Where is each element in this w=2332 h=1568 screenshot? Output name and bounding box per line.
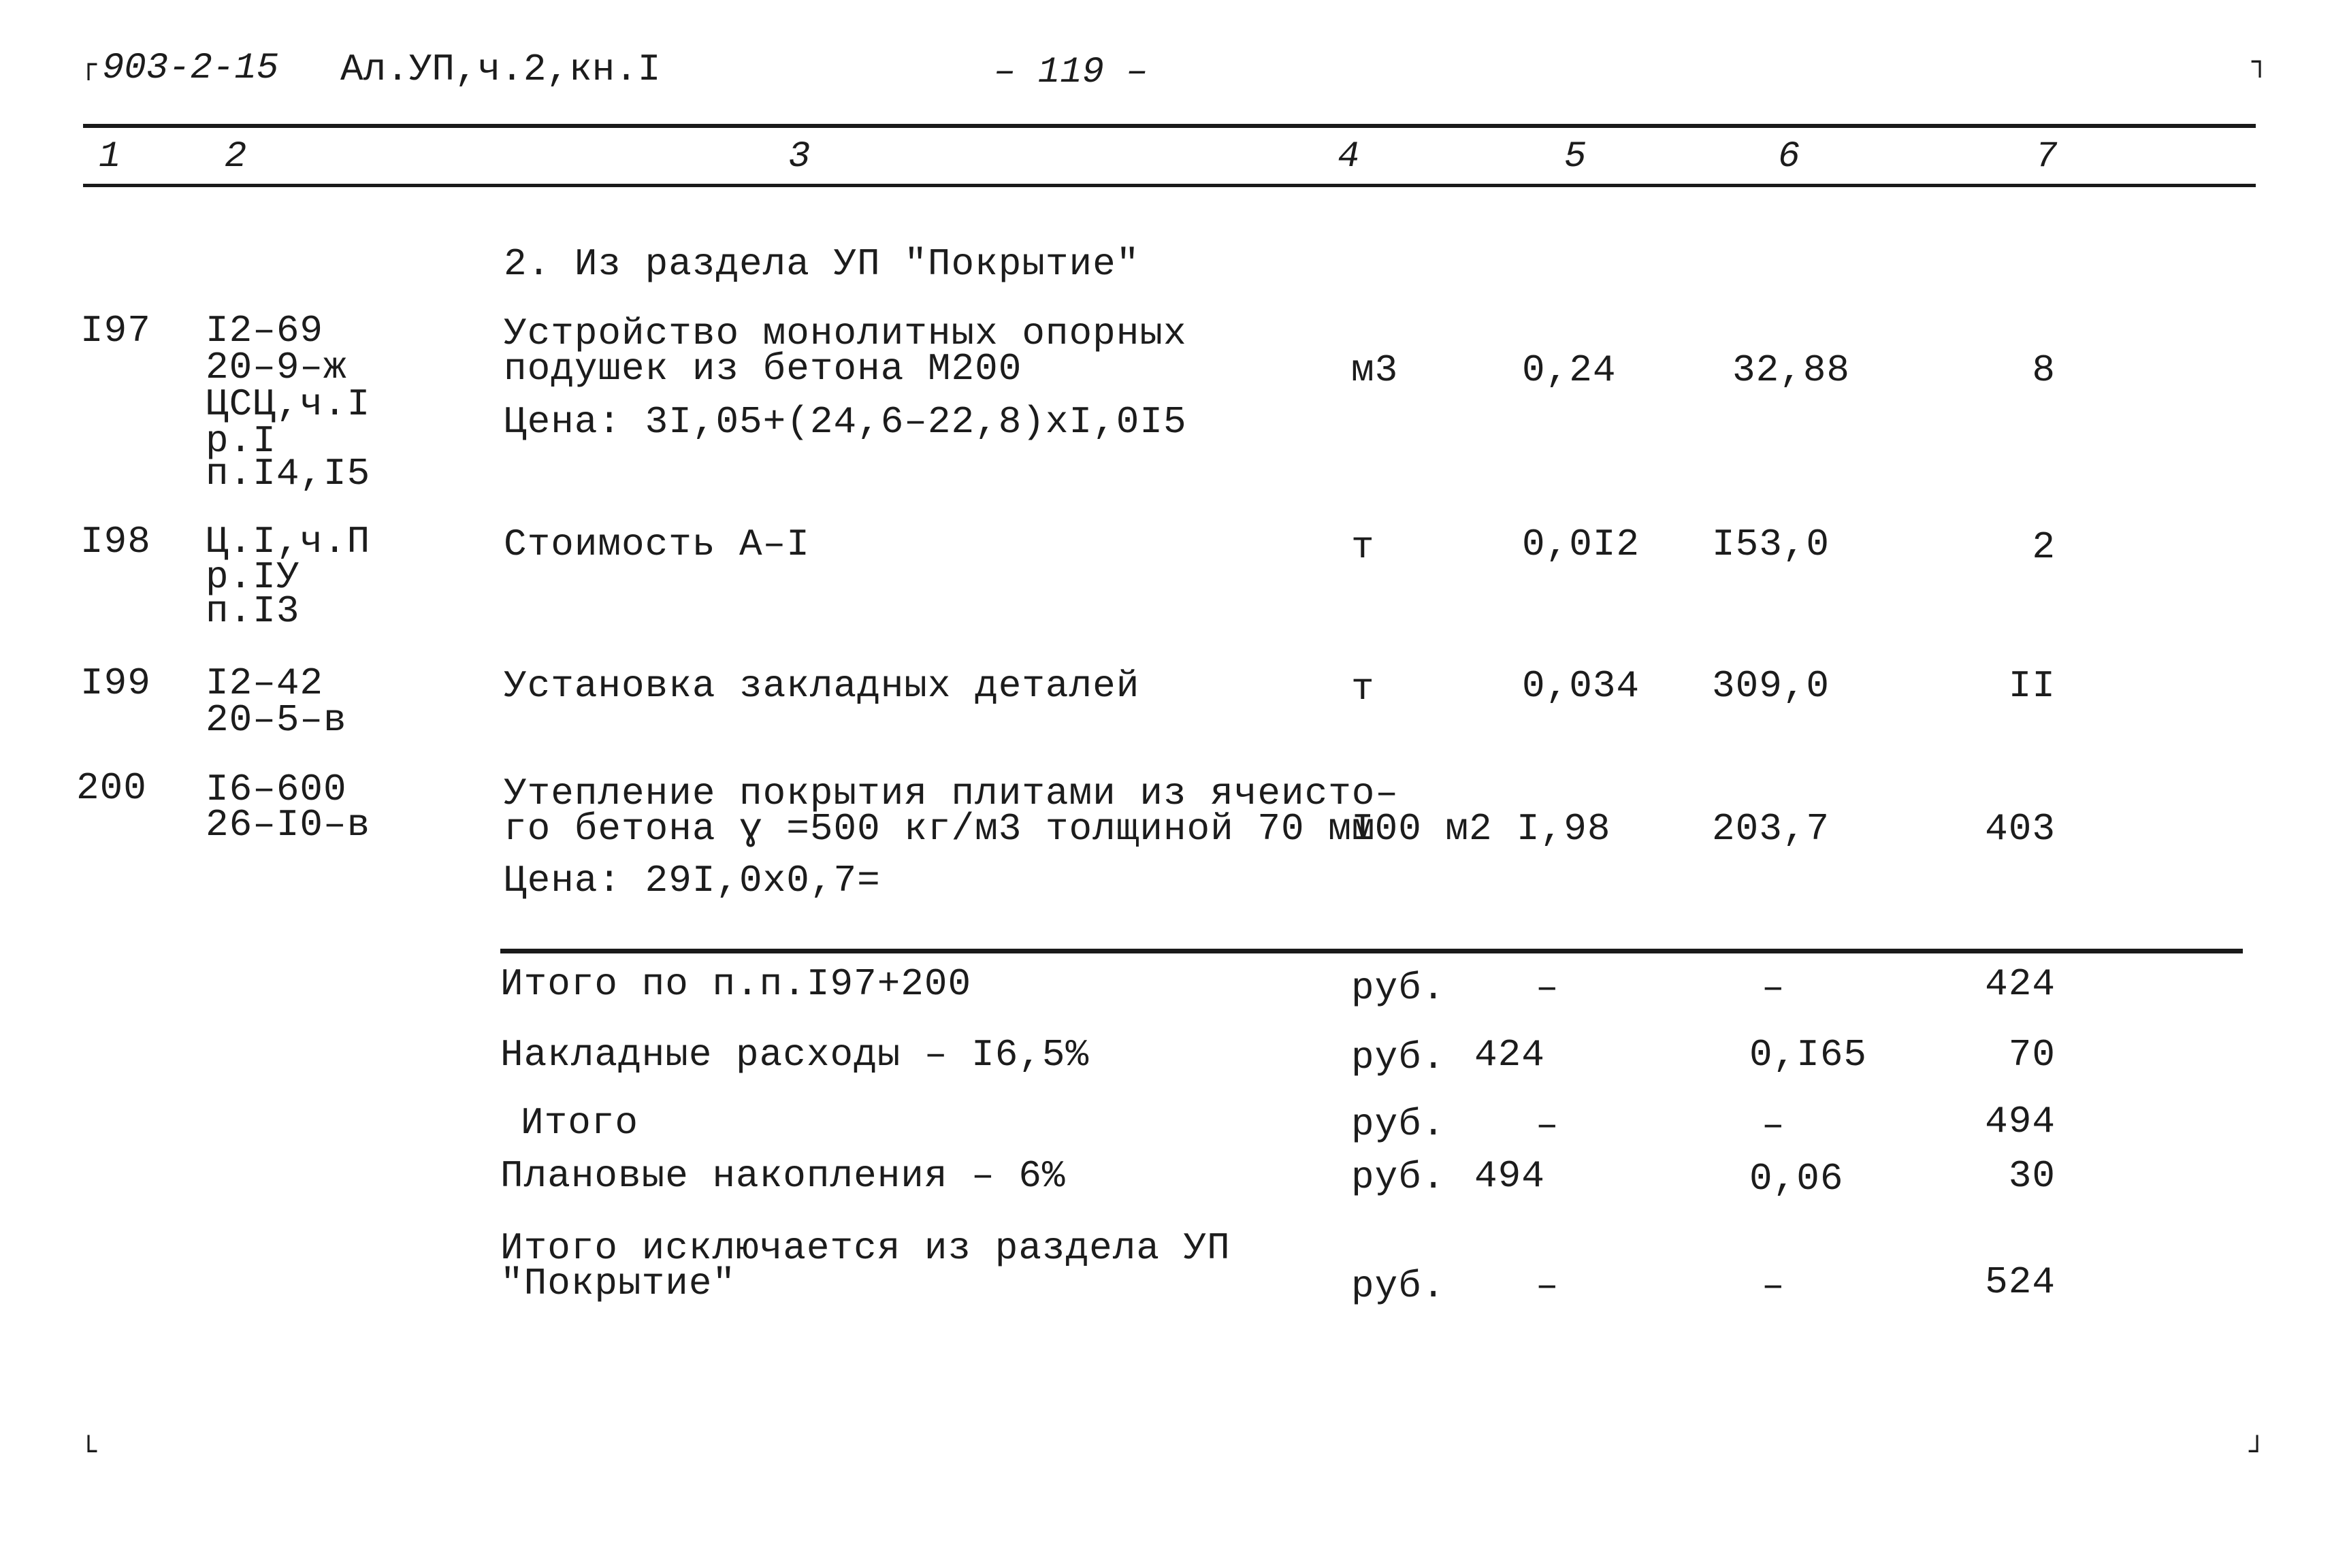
norm-reference-line: п.I4,I5 (206, 452, 371, 495)
total-cost: 8 (2032, 348, 2056, 392)
table-header-rule (83, 184, 2256, 187)
quantity: I,98 (1517, 807, 1611, 851)
summary-base: – (1536, 966, 1559, 1010)
corner-mark-top-right: ┐ (2252, 46, 2269, 78)
column-number-4: 4 (1338, 136, 1360, 178)
norm-reference-line: п.I3 (206, 589, 300, 633)
corner-mark-bottom-left: └ (80, 1436, 97, 1467)
summary-rate: 0,06 (1749, 1157, 1844, 1200)
summary-label: Итого по п.п.I97+200 (500, 962, 972, 1006)
section-title: 2. Из раздела УП "Покрытие" (504, 242, 1140, 286)
page-number: – 119 – (994, 52, 1148, 93)
norm-reference-line: 26–I0–в (206, 803, 371, 847)
summary-rate: – (1762, 966, 1785, 1010)
work-description-line: Установка закладных деталей (504, 664, 1140, 708)
summary-unit: руб. (1351, 1102, 1446, 1146)
unit: т (1351, 667, 1375, 710)
norm-reference-line: р.IУ (206, 555, 300, 599)
summary-unit: руб. (1351, 1036, 1446, 1079)
unit: I00 м2 (1351, 807, 1493, 851)
summary-total: 424 (1985, 962, 2056, 1006)
summary-rule (500, 949, 2243, 953)
summary-unit: руб. (1351, 1264, 1446, 1308)
quantity: 0,0I2 (1522, 523, 1640, 566)
summary-unit: руб. (1351, 966, 1446, 1010)
work-description-line: подушек из бетона М200 (504, 347, 1022, 391)
summary-total: 524 (1985, 1260, 2056, 1304)
document-code: 903-2-15 (102, 48, 279, 89)
column-number-7: 7 (2035, 136, 2058, 178)
norm-reference-line: р.I (206, 419, 276, 463)
corner-mark-top-left: ┌ (80, 49, 97, 80)
table-top-rule (83, 124, 2256, 128)
summary-label-continued: "Покрытие" (500, 1262, 736, 1305)
total-cost: 2 (2032, 525, 2056, 569)
norm-reference-line: ЦСЦ,ч.I (206, 382, 371, 426)
unit-cost: 32,88 (1732, 348, 1851, 392)
unit-cost: 203,7 (1712, 807, 1830, 851)
summary-label: Плановые накопления – 6% (500, 1154, 1066, 1198)
quantity: 0,034 (1522, 664, 1640, 708)
norm-reference-line: I2–69 (206, 309, 324, 353)
summary-total: 70 (2008, 1033, 2056, 1077)
unit-cost: I53,0 (1712, 523, 1830, 566)
corner-mark-bottom-right: ┘ (2249, 1436, 2266, 1467)
album-reference: Ал.УП,ч.2,кн.I (340, 48, 661, 91)
total-cost: II (2008, 664, 2056, 708)
summary-total: 30 (2008, 1154, 2056, 1198)
summary-base: 424 (1474, 1033, 1545, 1077)
price-formula: Цена: 3I,05+(24,6–22,8)xI,0I5 (504, 400, 1187, 444)
column-number-6: 6 (1778, 136, 1800, 178)
summary-label: Итого (521, 1101, 639, 1145)
column-number-5: 5 (1564, 136, 1587, 178)
unit: м3 (1351, 348, 1399, 392)
row-number: 200 (76, 766, 147, 810)
summary-base: 494 (1474, 1154, 1545, 1198)
row-number: I99 (80, 662, 151, 705)
norm-reference-line: 20–5–в (206, 698, 347, 742)
norm-reference-line: Ц.I,ч.П (206, 520, 371, 564)
summary-rate: – (1762, 1264, 1785, 1308)
norm-reference-line: I2–42 (206, 662, 324, 705)
total-cost: 403 (1985, 807, 2056, 851)
work-description-line: Стоимость А–I (504, 523, 810, 566)
price-formula: Цена: 29I,0x0,7= (504, 859, 881, 902)
summary-base: – (1536, 1104, 1559, 1147)
unit: т (1351, 525, 1375, 569)
work-description-line: Утепление покрытия плитами из ячеисто– (504, 772, 1399, 815)
summary-base: – (1536, 1264, 1559, 1308)
work-description-line: Устройство монолитных опорных (504, 312, 1187, 355)
summary-unit: руб. (1351, 1156, 1446, 1199)
row-number: I97 (80, 309, 151, 353)
column-number-1: 1 (99, 136, 121, 178)
row-number: I98 (80, 520, 151, 564)
summary-rate: 0,I65 (1749, 1033, 1868, 1077)
summary-label: Итого исключается из раздела УП (500, 1226, 1231, 1270)
unit-cost: 309,0 (1712, 664, 1830, 708)
column-number-3: 3 (788, 136, 811, 178)
column-number-2: 2 (225, 136, 247, 178)
quantity: 0,24 (1522, 348, 1617, 392)
work-description-line: го бетона ɣ =500 кг/м3 толщиной 70 мм (504, 807, 1376, 851)
summary-rate: – (1762, 1104, 1785, 1147)
summary-label: Накладные расходы – I6,5% (500, 1033, 1090, 1077)
summary-total: 494 (1985, 1100, 2056, 1143)
norm-reference-line: 20–9–ж (206, 346, 347, 389)
norm-reference-line: I6–600 (206, 768, 347, 811)
